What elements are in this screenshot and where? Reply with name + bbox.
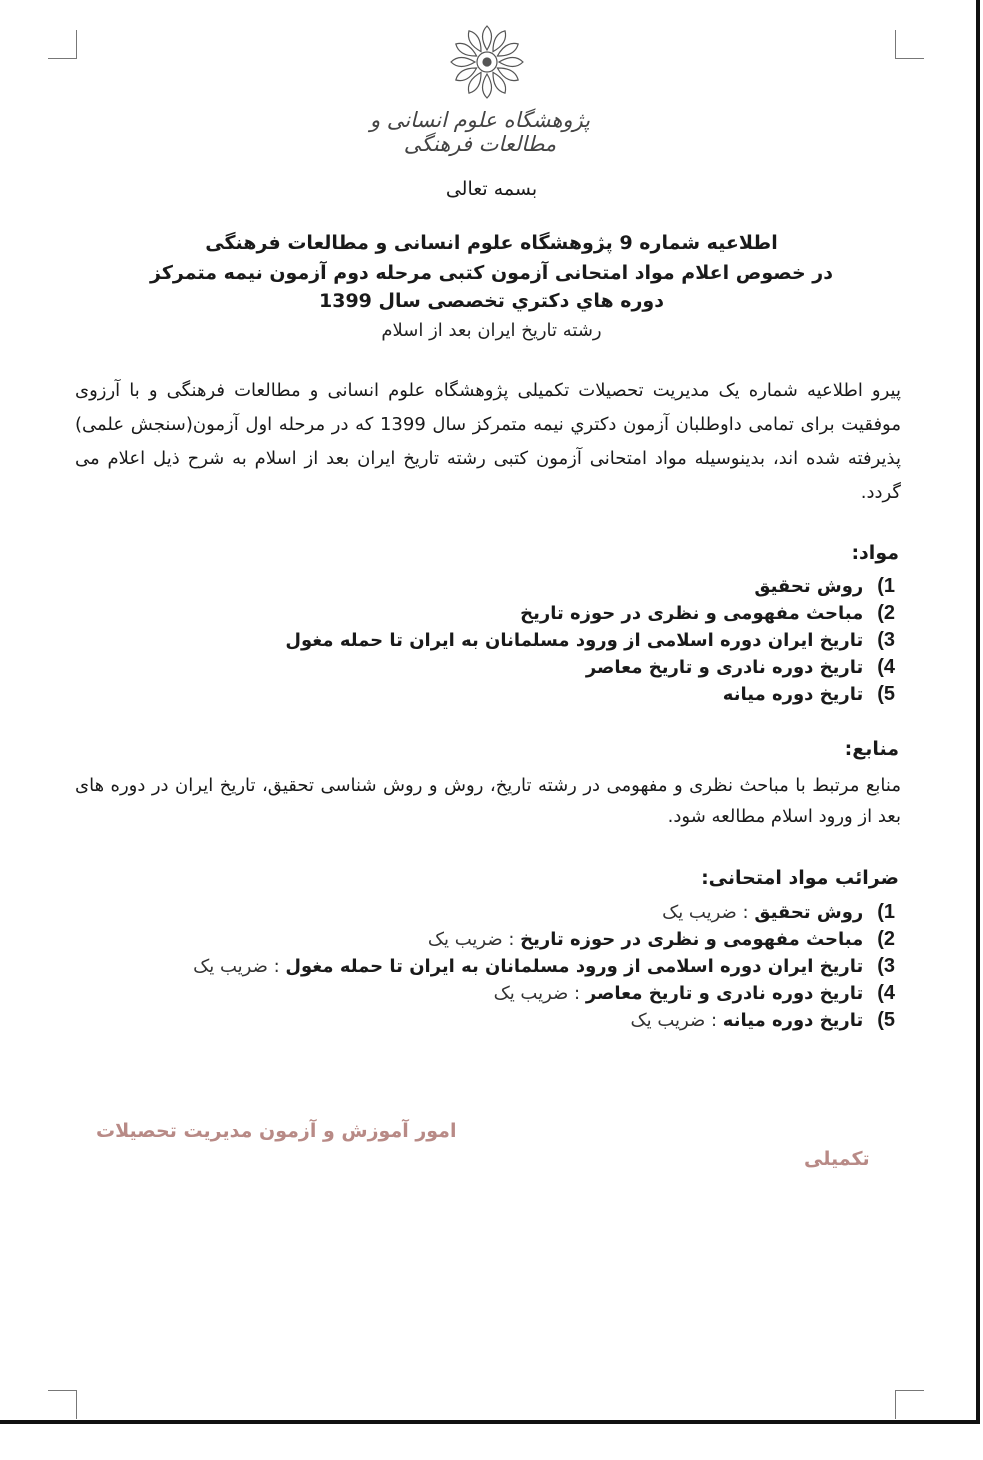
subject-item [285,654,895,681]
coefficient-subject: مباحث مفهومی و نظری در حوزه تاریخ [520,929,864,950]
coefficient-number: 1) [877,901,895,923]
sources-heading: منابع: [844,738,899,760]
coefficient-value: : ضریب یک [193,956,286,977]
subject-number: 5) [877,683,895,705]
subjects-list [285,573,895,708]
coefficient-number: 2) [877,928,895,950]
title-line-3: دوره هاي دكتري تخصصی سال 1399 [319,290,664,312]
crop-mark-bottom-left [48,1390,77,1419]
subject-item [285,573,895,600]
subject-number: 4) [877,656,895,678]
subject-item [285,600,895,627]
coefficient-item [193,980,895,1007]
subject-number: 3) [877,629,895,651]
subjects-heading: مواد: [851,542,899,564]
crop-mark-top-left [48,30,77,59]
subject-number: 2) [877,602,895,624]
coefficient-number: 3) [877,955,895,977]
coefficient-subject: تاریخ ایران دوره اسلامی از ورود مسلمانان به ایران تا حمله مغول [285,956,864,977]
sources-paragraph: منابع مرتبط با مباحث نظری و مفهومی در رشته تاریخ، روش و روش شناسی تحقیق، تاریخ ایران در دوره های بعد از ورود اسلام مطالعه شود. [75,775,901,827]
crop-mark-bottom-right [895,1390,924,1419]
subject-number: 1) [877,575,895,597]
coefficient-item [193,926,895,953]
footer-signature-line-1: امور آموزش و آزمون مدیریت تحصیلات [96,1120,457,1142]
subject-item [285,681,895,708]
bismillah-heading: بسمه تعالی [445,178,538,200]
coefficient-value: : ضریب یک [662,902,755,923]
coefficients-heading: ضرائب مواد امتحانی: [701,867,899,889]
subject-name: مباحث مفهومی و نظری در حوزه تاریخ [520,603,864,624]
subject-name: تاریخ ایران دوره اسلامی از ورود مسلمانان به ایران تا حمله مغول [285,630,864,651]
intro-paragraph: پیرو اطلاعیه شماره یک مدیریت تحصیلات تکمیلی پژوهشگاه علوم انسانی و مطالعات فرهنگی و با آرزوی موفقیت برای تمامی داوطلبان آزمون دكتري نيمه متمركز سال 1399 كه در مرحله اول آزمون(سنجش علمی) پذیرفته شده اند، بدینوسیله مواد امتحانی آزمون کتبی رشته تاریخ ایران بعد از اسلام به شرح ذیل اعلام می گردد. [75,380,901,503]
coefficient-item [193,1007,895,1034]
title-subtitle: رشته تاریخ ایران بعد از اسلام [381,320,602,341]
coefficients-list [193,899,895,1034]
coefficient-number: 5) [877,1009,895,1031]
subject-name: تاریخ دوره نادری و تاریخ معاصر [585,657,864,678]
footer-signature-line-2: تکمیلی [804,1148,870,1170]
subject-item [285,627,895,654]
coefficient-subject: روش تحقیق [754,902,864,923]
subject-name: تاریخ دوره میانه [722,684,864,705]
coefficient-value: : ضریب یک [493,983,586,1004]
institute-logo-icon [442,22,532,100]
coefficient-value: : ضریب یک [630,1010,723,1031]
coefficient-item [193,899,895,926]
title-line-1: اطلاعیه شماره 9 پژوهشگاه علوم انسانی و مطالعات فرهنگی [205,232,778,254]
coefficient-number: 4) [877,982,895,1004]
crop-mark-top-right [895,30,924,59]
institute-logo-text: پژوهشگاه علوم انسانی و مطالعات فرهنگی [369,108,591,156]
coefficient-value: : ضریب یک [427,929,521,950]
coefficient-subject: تاریخ دوره نادری و تاریخ معاصر [585,983,864,1004]
coefficient-item [193,953,895,980]
coefficient-subject: تاریخ دوره میانه [722,1010,864,1031]
subject-name: روش تحقیق [754,576,864,597]
title-line-2: در خصوص اعلام مواد امتحانی آزمون کتبی مرحله دوم آزمون نیمه متمرکز [150,262,833,284]
